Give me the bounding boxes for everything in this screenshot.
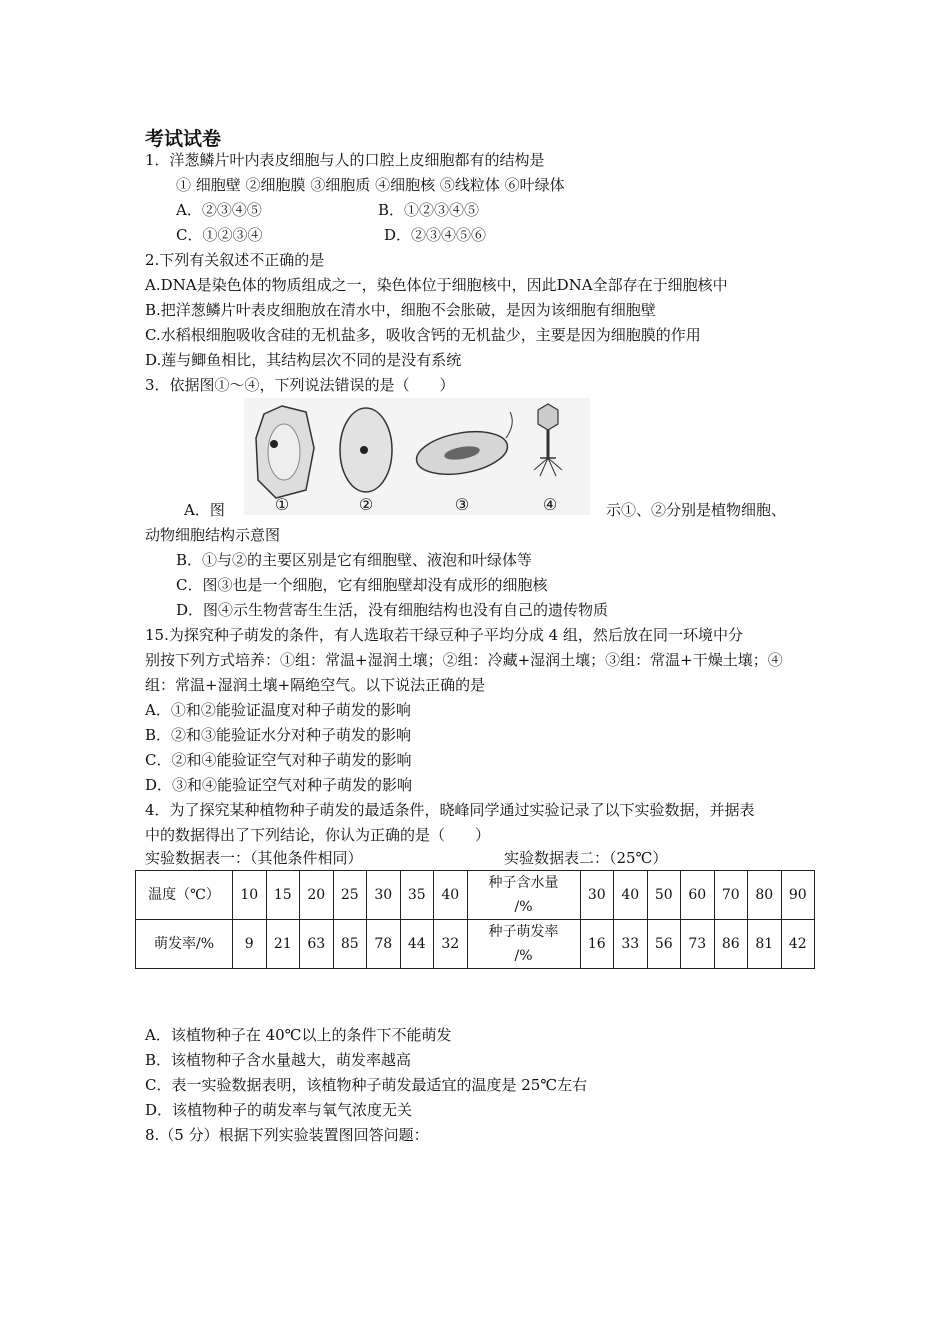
table-cell: 35 [400,871,434,920]
table-cell: 56 [647,920,681,969]
table-cell: 73 [681,920,715,969]
table-row [136,871,815,920]
table-cell: 21 [266,920,300,969]
q3-option-a-start: A．图 [184,501,225,519]
fig-label-4: ④ [542,495,558,514]
cell-diagrams-figure [244,398,590,515]
experiment-data-table [135,870,815,969]
fig-label-3: ③ [454,495,470,514]
table-cell: 9 [233,920,267,969]
q4-option-b: B．该植物种子含水量越大，萌发率越高 [145,1051,412,1069]
table-cell: 78 [367,920,401,969]
table2-row1-label: 种子含水量 /% [467,871,580,920]
q2-option-b: B.把洋葱鳞片叶表皮细胞放在清水中，细胞不会胀破，是因为该细胞有细胞壁 [145,301,656,319]
q3-option-c: C．图③也是一个细胞，它有细胞壁却没有成形的细胞核 [176,576,548,594]
table1-row1-label: 温度（℃） [136,871,233,920]
q15-option-a: A．①和②能验证温度对种子萌发的影响 [145,701,411,719]
q4-option-c: C．表一实验数据表明，该植物种子萌发最适宜的温度是 25℃左右 [145,1076,588,1094]
q4-option-a: A．该植物种子在 40℃以上的条件下不能萌发 [145,1026,452,1044]
q4-option-d: D．该植物种子的萌发率与氧气浓度无关 [145,1101,413,1119]
table-cell: 25 [333,871,367,920]
q3-stem: 3．依据图①～④，下列说法错误的是（ ） [145,376,455,394]
q15-stem-2: 别按下列方式培养：①组：常温+湿润土壤；②组：冷藏+湿润土壤；③组：常温+干燥土壤；④ [145,651,783,669]
q8-stem: 8.（5 分）根据下列实验装置图回答问题： [145,1126,429,1144]
table1-caption: 实验数据表一：（其他条件相同） [145,849,363,867]
table-cell: 81 [748,920,782,969]
table-cell: 40 [434,871,468,920]
q1-option-b: B．①②③④⑤ [378,201,480,219]
table-row [136,920,815,969]
page-title: 考试试卷 [145,128,222,150]
table-cell: 44 [400,920,434,969]
q3-option-a-cont: 动物细胞结构示意图 [145,526,281,544]
q15-option-c: C．②和④能验证空气对种子萌发的影响 [145,751,412,769]
q2-option-c: C.水稻根细胞吸收含硅的无机盐多，吸收含钙的无机盐少，主要是因为细胞膜的作用 [145,326,701,344]
fig-label-2: ② [358,495,374,514]
table-cell: 50 [647,871,681,920]
table-cell: 85 [333,920,367,969]
table-cell: 90 [781,871,815,920]
virus-diagram [534,404,562,476]
table-cell: 42 [781,920,815,969]
q15-stem-3: 组：常温+湿润土壤+隔绝空气。以下说法正确的是 [145,676,486,694]
table-cell: 86 [714,920,748,969]
table-cell: 10 [233,871,267,920]
q3-option-d: D．图④示生物营寄生生活，没有细胞结构也没有自己的遗传物质 [176,601,609,619]
q2-option-d: D.莲与鲫鱼相比，其结构层次不同的是没有系统 [145,351,462,369]
q1-stem: 1．洋葱鳞片叶内表皮细胞与人的口腔上皮细胞都有的结构是 [145,151,545,169]
q3-option-a-end: 示①、②分别是植物细胞、 [606,501,787,519]
fig-label-1: ① [274,495,290,514]
table-cell: 70 [714,871,748,920]
table2-caption: 实验数据表二：（25℃） [504,849,668,867]
table-cell: 20 [300,871,334,920]
table2-row2-label: 种子萌发率 /% [467,920,580,969]
table-cell: 32 [434,920,468,969]
q15-stem-1: 15.为探究种子萌发的条件，有人选取若干绿豆种子平均分成 4 组，然后放在同一环境中分 [145,626,743,644]
animal-cell-diagram [340,408,392,492]
table1-row2-label: 萌发率/% [136,920,233,969]
table-cell: 16 [580,920,614,969]
table-cell: 33 [614,920,648,969]
q15-option-b: B．②和③能验证水分对种子萌发的影响 [145,726,412,744]
table-cell: 63 [300,920,334,969]
q1-option-d: D．②③④⑤⑥ [384,226,487,244]
q4-stem-1: 4．为了探究某种植物种子萌发的最适条件，晓峰同学通过实验记录了以下实验数据，并据表 [145,801,755,819]
q4-stem-2: 中的数据得出了下列结论，你认为正确的是（ ） [145,826,491,844]
q2-stem: 2.下列有关叙述不正确的是 [145,251,325,269]
q1-option-a: A．②③④⑤ [176,201,262,219]
table-cell: 40 [614,871,648,920]
q15-option-d: D．③和④能验证空气对种子萌发的影响 [145,776,413,794]
bacterium-diagram [413,412,512,481]
q2-option-a: A.DNA是染色体的物质组成之一，染色体位于细胞核中，因此DNA全部存在于细胞核中 [145,276,728,294]
table-cell: 15 [266,871,300,920]
table-cell: 80 [748,871,782,920]
table-cell: 60 [681,871,715,920]
q3-option-b: B．①与②的主要区别是它有细胞壁、液泡和叶绿体等 [176,551,533,569]
q1-option-c: C．①②③④ [176,226,263,244]
q1-items: ① 细胞壁 ②细胞膜 ③细胞质 ④细胞核 ⑤线粒体 ⑥叶绿体 [176,176,565,194]
table-cell: 30 [580,871,614,920]
plant-cell-diagram [256,406,314,498]
table-cell: 30 [367,871,401,920]
